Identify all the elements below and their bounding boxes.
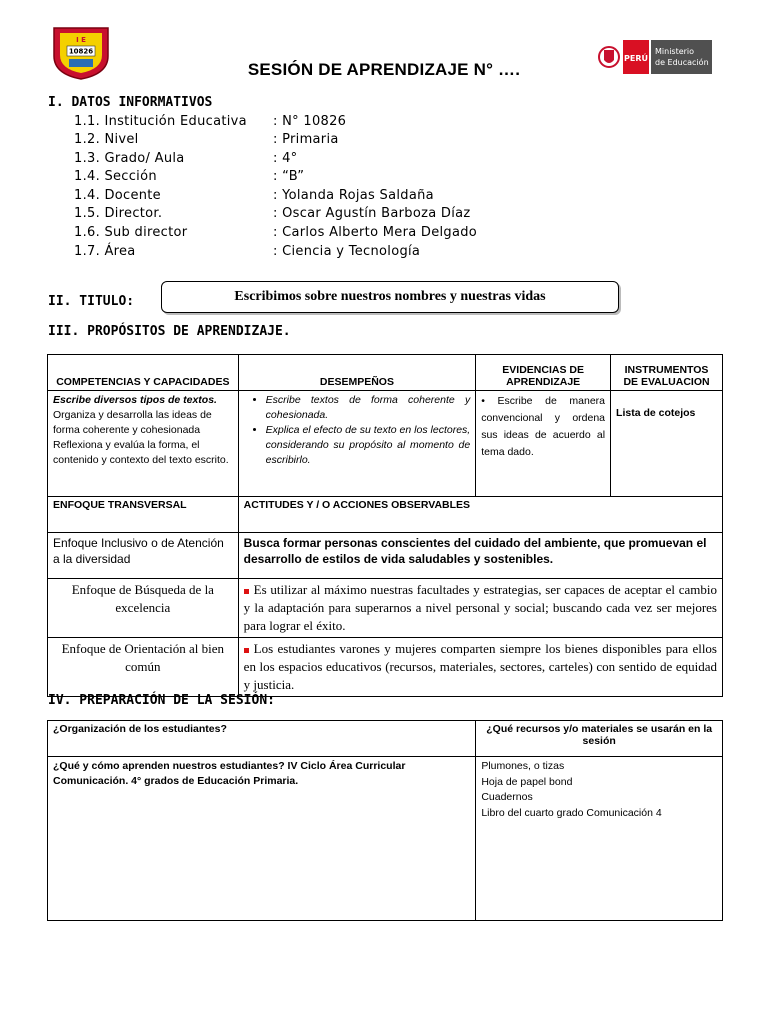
info-label: 1.1. Institución Educativa [74, 114, 247, 129]
actitudes-header: ACTITUDES Y / O ACCIONES OBSERVABLES [238, 497, 722, 533]
propositos-heading: III. PROPÓSITOS DE APRENDIZAJE. [48, 324, 291, 339]
info-value: : Oscar Agustín Barboza Díaz [273, 206, 471, 221]
info-value: : Primaria [273, 132, 339, 147]
ministry-country: PERÚ [624, 54, 648, 63]
evidencia-cell [476, 391, 611, 497]
info-label: 1.4. Docente [74, 188, 161, 203]
competencia-body: Organiza y desarrolla las ideas de forma coherente y cohesionada Reflexiona y evalúa la forma, el contenido y contexto del texto escrito. [53, 409, 229, 466]
desempeno-item: • Explica el efecto de su texto en los lectores, considerando su propósito al momento de escribirlo. [266, 423, 471, 468]
enfoque-header: ENFOQUE TRANSVERSAL [48, 497, 239, 533]
evidencia-text: Escribe de manera convencional y ordena sus ideas de acuerdo al tema dado. [481, 395, 606, 458]
table-row [48, 757, 723, 921]
enfoque-row [48, 579, 723, 638]
info-label: 1.3. Grado/ Aula [74, 151, 185, 166]
bullet-marker [244, 589, 249, 594]
info-label: 1.7. Área [74, 244, 136, 259]
desempenos-cell [238, 391, 476, 497]
info-label: 1.2. Nivel [74, 132, 139, 147]
info-value: : 4° [273, 151, 298, 166]
page-title: SESIÓN DE APRENDIZAJE N° …. [247, 60, 521, 79]
table-row [48, 391, 723, 497]
aprenden-cell: ¿Qué y cómo aprenden nuestros estudiantes? IV Ciclo Área Curricular Comunicación. 4° grados de Educación Primaria. [48, 757, 476, 921]
info-value: : “B” [273, 169, 305, 184]
enfoque-header-row [48, 497, 723, 533]
ministry-line2: de Educación [655, 58, 709, 67]
col-header-evidencias: EVIDENCIAS DE APRENDIZAJE [476, 355, 611, 391]
col-header-instrumentos: INSTRUMENTOS DE EVALUACION [611, 355, 723, 391]
info-label: 1.4. Sección [74, 169, 157, 184]
org-header: ¿Organización de los estudiantes? [48, 721, 476, 757]
enfoque-name: Enfoque Inclusivo o de Atención a la diversidad [48, 533, 239, 579]
instrumento-cell: Lista de cotejos [611, 391, 723, 497]
evidencia-bullet: • [481, 395, 498, 407]
titulo-box: Escribimos sobre nuestros nombres y nuestras vidas [161, 281, 619, 313]
recursos-header: ¿Qué recursos y/o materiales se usarán en la sesión [476, 721, 723, 757]
col-header-competencias: COMPETENCIAS Y CAPACIDADES [48, 355, 239, 391]
material-item: Cuadernos [481, 791, 533, 803]
table-header-row [48, 721, 723, 757]
enfoque-row [48, 638, 723, 697]
materiales-cell [476, 757, 723, 921]
info-label: 1.5. Director. [74, 206, 163, 221]
material-item: Libro del cuarto grado Comunicación 4 [481, 806, 662, 819]
table-header-row [48, 355, 723, 391]
enfoque-action-cell [238, 638, 722, 697]
enfoque-name: Enfoque de Orientación al bien común [48, 638, 239, 697]
enfoque-action: Busca formar personas conscientes del cuidado del ambiente, que promuevan el desarrollo de estilos de vida saludables y sostenibles. [238, 533, 722, 579]
enfoque-name: Enfoque de Búsqueda de la excelencia [48, 579, 239, 638]
enfoque-action-cell [238, 579, 722, 638]
material-item: Plumones, o tizas [481, 760, 565, 772]
competencia-title: Escribe diversos tipos de textos. [53, 394, 217, 406]
info-value: : Carlos Alberto Mera Delgado [273, 225, 478, 240]
preparacion-table [47, 720, 723, 921]
enfoque-row [48, 533, 723, 579]
col-header-desempenos: DESEMPEÑOS [238, 355, 476, 391]
material-item: Hoja de papel bond [481, 775, 573, 788]
info-value: : Yolanda Rojas Saldaña [273, 188, 434, 203]
info-value: : Ciencia y Tecnología [273, 244, 421, 259]
datos-heading: I. DATOS INFORMATIVOS [48, 95, 213, 110]
titulo-heading: II. TITULO: [48, 294, 135, 309]
enfoque-action: Es utilizar al máximo nuestras facultades y estrategias, ser capaces de aceptar el cambio y la adaptación para superarnos a nivel personal y social; buscando cada vez ser mejores para lograr el éxito. [243, 582, 717, 633]
school-logo-letters: I E [76, 36, 86, 44]
info-value: : N° 10826 [273, 114, 347, 129]
competencia-cell [48, 391, 239, 497]
bullet-marker [244, 648, 249, 653]
preparacion-heading: IV. PREPARACIÓN DE LA SESIÓN: [48, 693, 275, 708]
enfoque-action: Los estudiantes varones y mujeres comparten siempre los bienes disponibles para ellos en los espacios educativos (recursos, materiales, sectores, carteles) con sentido de equidad y justicia. [243, 641, 717, 692]
propositos-table [47, 354, 723, 697]
school-logo-number: 10826 [68, 47, 94, 56]
desempeno-item: • Escribe textos de forma coherente y cohesionada. [266, 393, 471, 423]
ministry-line1: Ministerio [655, 47, 695, 56]
info-label: 1.6. Sub director [74, 225, 188, 240]
